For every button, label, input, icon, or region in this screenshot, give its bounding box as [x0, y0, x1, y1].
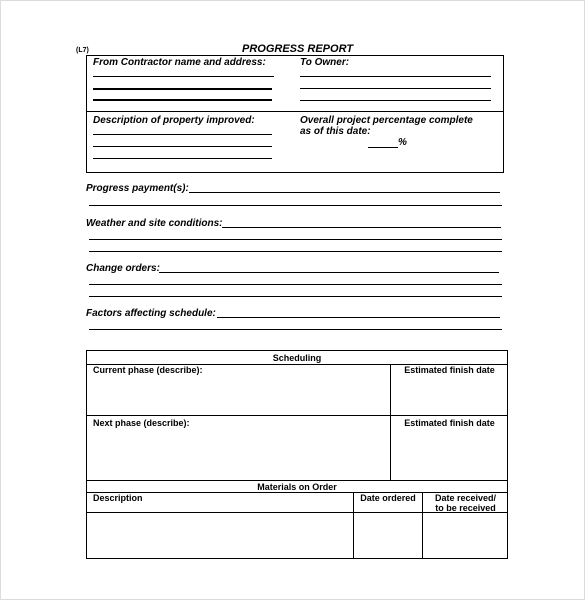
- next-finish-label: Estimated finish date: [404, 418, 495, 428]
- next-phase-label: Next phase (describe):: [93, 418, 190, 428]
- header-box-divider: [86, 111, 504, 112]
- payments-label: Progress payment(s):: [86, 183, 189, 194]
- owner-field-line-3[interactable]: [300, 100, 491, 101]
- property-label: Description of property improved:: [93, 115, 255, 126]
- change-orders-label: Change orders:: [86, 263, 160, 274]
- property-field-line-1[interactable]: [93, 134, 272, 135]
- scheduling-row-divider: [86, 415, 508, 416]
- factors-field-line-1[interactable]: [217, 317, 500, 318]
- current-finish-label: Estimated finish date: [404, 365, 495, 375]
- payments-field-line-2[interactable]: [89, 205, 502, 206]
- weather-field-line-2[interactable]: [89, 239, 502, 240]
- scheduling-title: Scheduling: [272, 353, 322, 363]
- header-info-box: [86, 55, 504, 173]
- change-orders-field-line-1[interactable]: [159, 272, 499, 273]
- owner-field-line-1[interactable]: [300, 76, 491, 77]
- owner-label: To Owner:: [300, 57, 350, 68]
- payments-field-line-1[interactable]: [189, 192, 500, 193]
- materials-date-ordered-field[interactable]: [354, 513, 421, 558]
- contractor-field-line-2[interactable]: [93, 88, 272, 90]
- materials-description-field[interactable]: [87, 513, 352, 558]
- next-phase-field[interactable]: [87, 429, 389, 479]
- current-finish-field[interactable]: [391, 376, 507, 414]
- owner-field-line-2[interactable]: [300, 88, 491, 89]
- contractor-label: From Contractor name and address:: [93, 57, 266, 68]
- change-orders-field-line-3[interactable]: [89, 296, 502, 297]
- percent-sign: %: [398, 137, 407, 148]
- contractor-field-line-3[interactable]: [93, 99, 272, 101]
- contractor-field-line-1[interactable]: [93, 76, 274, 77]
- materials-title: Materials on Order: [257, 482, 337, 492]
- page-title: PROGRESS REPORT: [242, 43, 354, 55]
- percent-field-line[interactable]: [368, 147, 398, 148]
- weather-field-line-3[interactable]: [89, 251, 502, 252]
- factors-label: Factors affecting schedule:: [86, 308, 216, 319]
- materials-col-date-ordered: Date ordered: [360, 493, 416, 503]
- factors-field-line-2[interactable]: [89, 329, 502, 330]
- weather-label: Weather and site conditions:: [86, 218, 223, 229]
- current-phase-field[interactable]: [87, 376, 389, 414]
- percent-label-line2: as of this date:: [300, 126, 371, 137]
- form-code: (L7): [76, 47, 89, 54]
- current-phase-label: Current phase (describe):: [93, 365, 203, 375]
- materials-col-date-received-line1: Date received/: [434, 493, 497, 503]
- property-field-line-3[interactable]: [93, 158, 272, 159]
- materials-col-date-received-line2: to be received: [435, 503, 496, 513]
- percent-label-line1: Overall project percentage complete: [300, 115, 473, 126]
- next-finish-field[interactable]: [391, 429, 507, 479]
- weather-field-line-1[interactable]: [222, 227, 501, 228]
- change-orders-field-line-2[interactable]: [89, 284, 502, 285]
- materials-date-received-field[interactable]: [423, 513, 507, 558]
- materials-col-description: Description: [93, 493, 143, 503]
- property-field-line-2[interactable]: [93, 146, 272, 147]
- materials-top-divider: [86, 480, 508, 481]
